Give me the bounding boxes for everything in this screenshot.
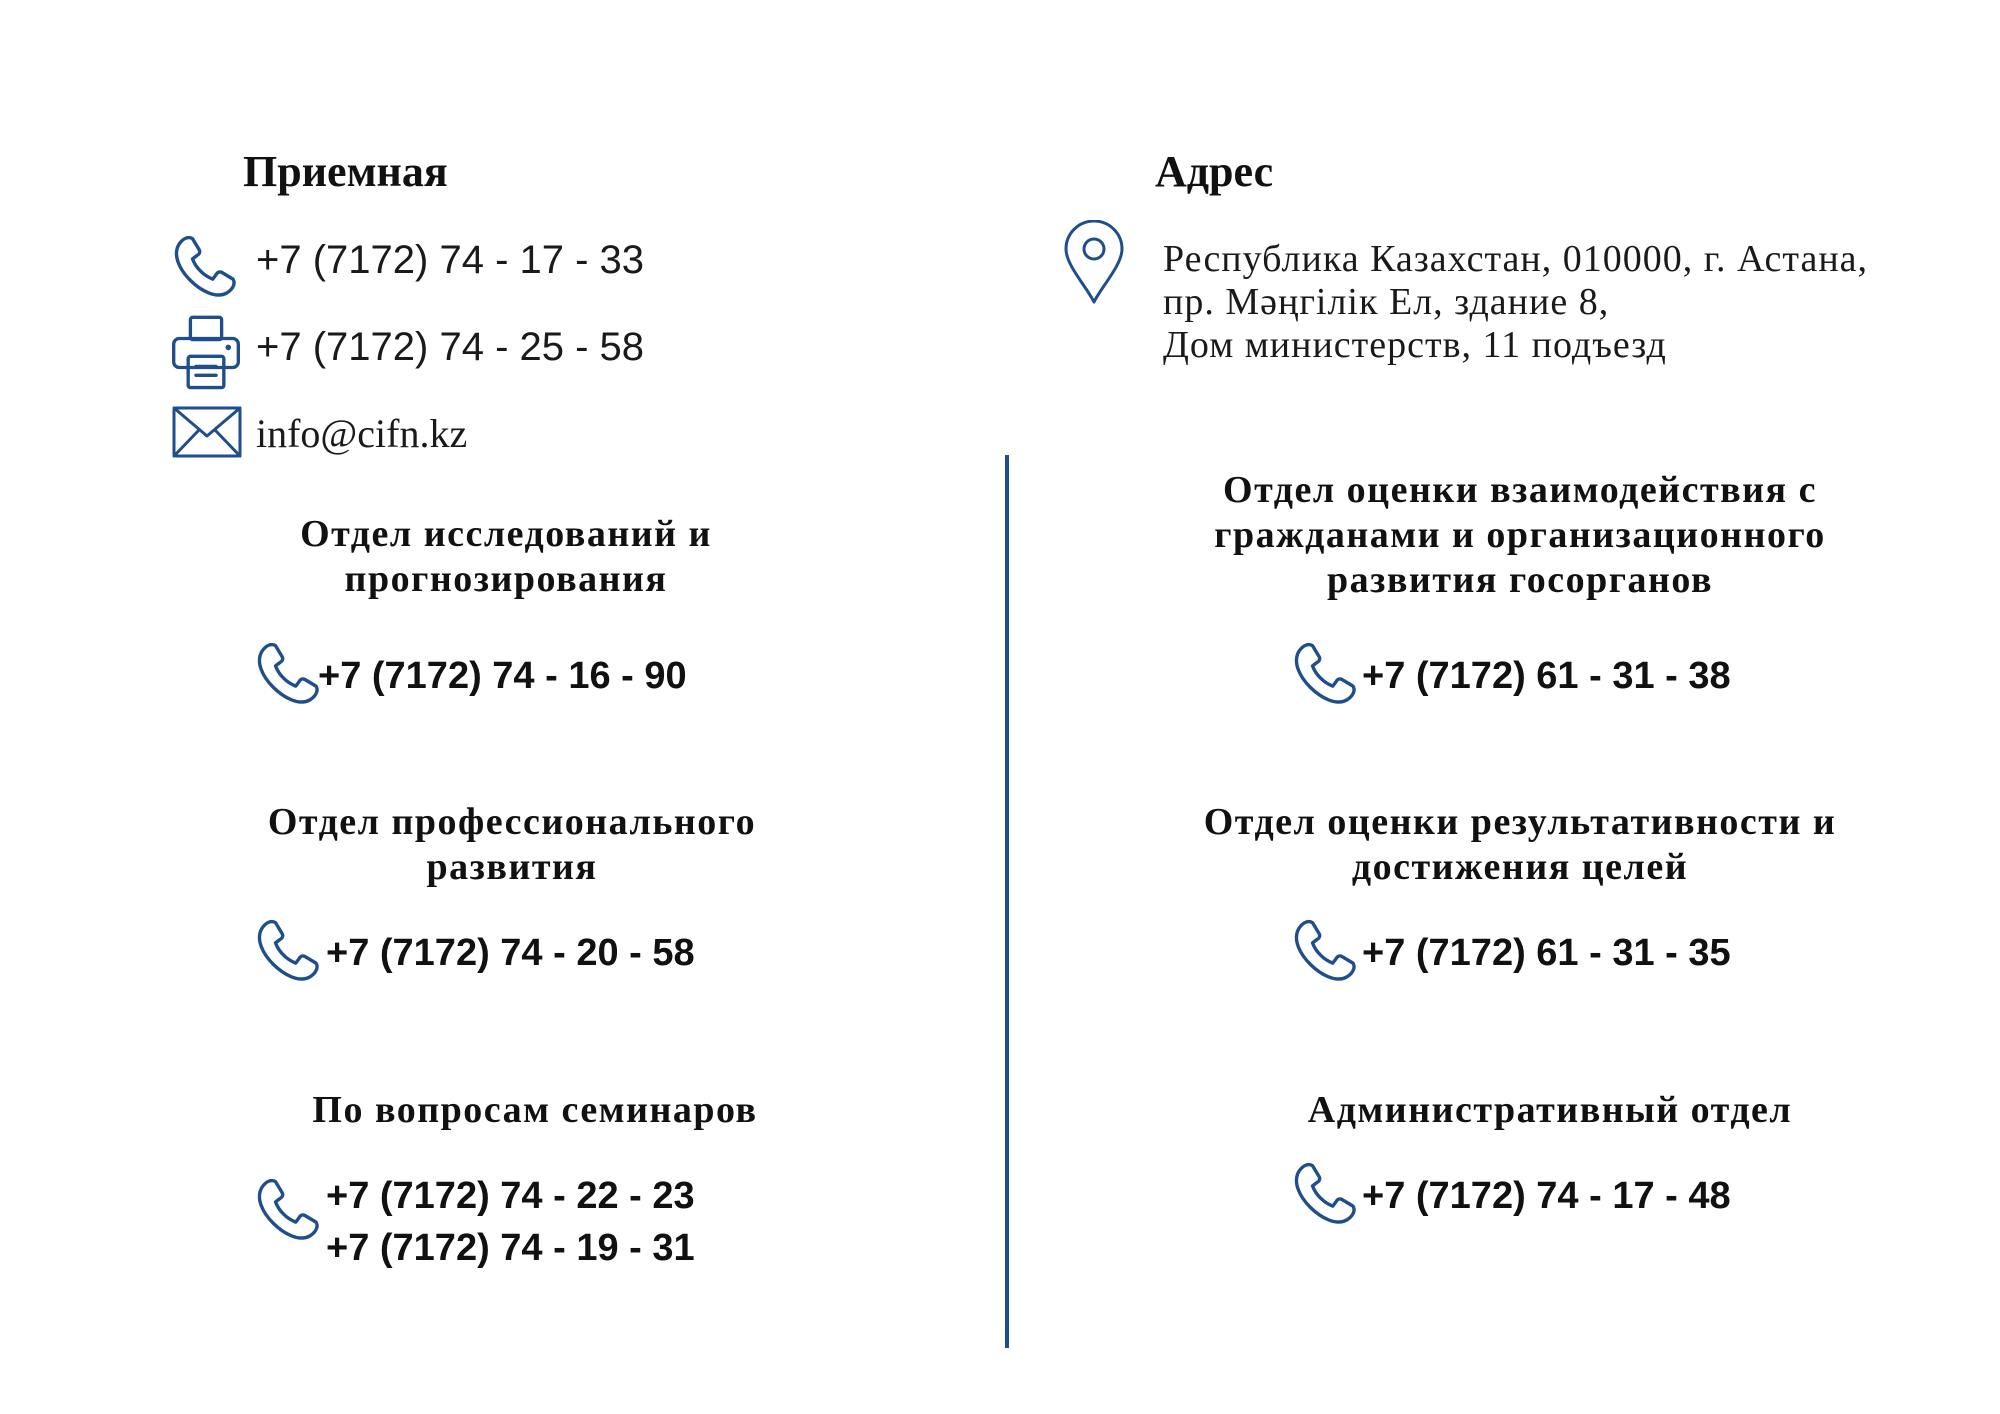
column-divider <box>1005 455 1009 1348</box>
email-icon <box>172 406 242 458</box>
dept-title-line: достижения целей <box>1351 846 1689 888</box>
dept-interaction-phone[interactable] <box>1362 650 1731 702</box>
reception-fax[interactable]: +7 (7172) 74 - 25 - 58 <box>256 325 645 369</box>
address-text <box>1163 238 1868 367</box>
dept-title-line: развития <box>426 846 598 888</box>
dept-title-line: гражданами и организационного <box>1214 514 1826 556</box>
phone-icon <box>253 1176 325 1248</box>
reception-title: Приемная <box>243 147 448 196</box>
dept-title-line: Административный отдел <box>1307 1089 1793 1131</box>
address-line: Дом министерств, 11 подъезд <box>1163 324 1667 366</box>
dept-title-line: По вопросам семинаров <box>312 1089 758 1131</box>
phone-icon <box>253 640 325 712</box>
dept-seminars-title <box>235 1088 835 1133</box>
phone-number[interactable]: +7 (7172) 74 - 22 - 23 <box>326 1175 695 1217</box>
dept-professional-title <box>212 800 812 890</box>
dept-title-line: Отдел исследований и <box>300 513 712 555</box>
dept-research-title <box>206 512 806 602</box>
dept-administrative-title <box>1150 1088 1950 1133</box>
phone-number[interactable]: +7 (7172) 61 - 31 - 35 <box>1362 932 1731 974</box>
dept-title-line: Отдел оценки взаимодействия с <box>1223 469 1817 511</box>
phone-icon <box>1290 1160 1362 1232</box>
phone-number[interactable]: +7 (7172) 74 - 20 - 58 <box>326 932 695 974</box>
location-pin-icon <box>1063 220 1125 304</box>
dept-title-line: прогнозирования <box>344 558 668 600</box>
dept-title-line: Отдел оценки результативности и <box>1203 801 1837 843</box>
dept-interaction-title <box>1120 468 1920 603</box>
dept-title-line: Отдел профессионального <box>267 801 757 843</box>
phone-number[interactable]: +7 (7172) 74 - 17 - 48 <box>1362 1175 1731 1217</box>
dept-performance-title <box>1120 800 1920 890</box>
phone-number[interactable]: +7 (7172) 74 - 19 - 31 <box>326 1227 695 1269</box>
phone-icon <box>170 233 242 305</box>
address-line: Республика Казахстан, 010000, г. Астана, <box>1163 238 1869 280</box>
dept-research-phone[interactable] <box>318 650 687 702</box>
phone-number[interactable]: +7 (7172) 74 - 16 - 90 <box>318 655 687 697</box>
phone-number[interactable]: +7 (7172) 61 - 31 - 38 <box>1362 655 1731 697</box>
dept-professional-phone[interactable] <box>326 927 695 979</box>
reception-email[interactable]: info@cifn.kz <box>256 411 468 456</box>
dept-seminars-phones[interactable] <box>326 1170 695 1274</box>
phone-icon <box>1290 640 1362 712</box>
phone-icon <box>253 917 325 989</box>
phone-icon <box>1290 917 1362 989</box>
address-line: пр. Мәңгілік Ел, здание 8, <box>1163 281 1610 323</box>
fax-icon <box>170 314 242 392</box>
address-title: Адрес <box>1155 147 1274 196</box>
dept-performance-phone[interactable] <box>1362 927 1731 979</box>
dept-title-line: развития госорганов <box>1327 559 1713 601</box>
dept-administrative-phone[interactable] <box>1362 1170 1731 1222</box>
reception-phone[interactable]: +7 (7172) 74 - 17 - 33 <box>256 238 645 282</box>
